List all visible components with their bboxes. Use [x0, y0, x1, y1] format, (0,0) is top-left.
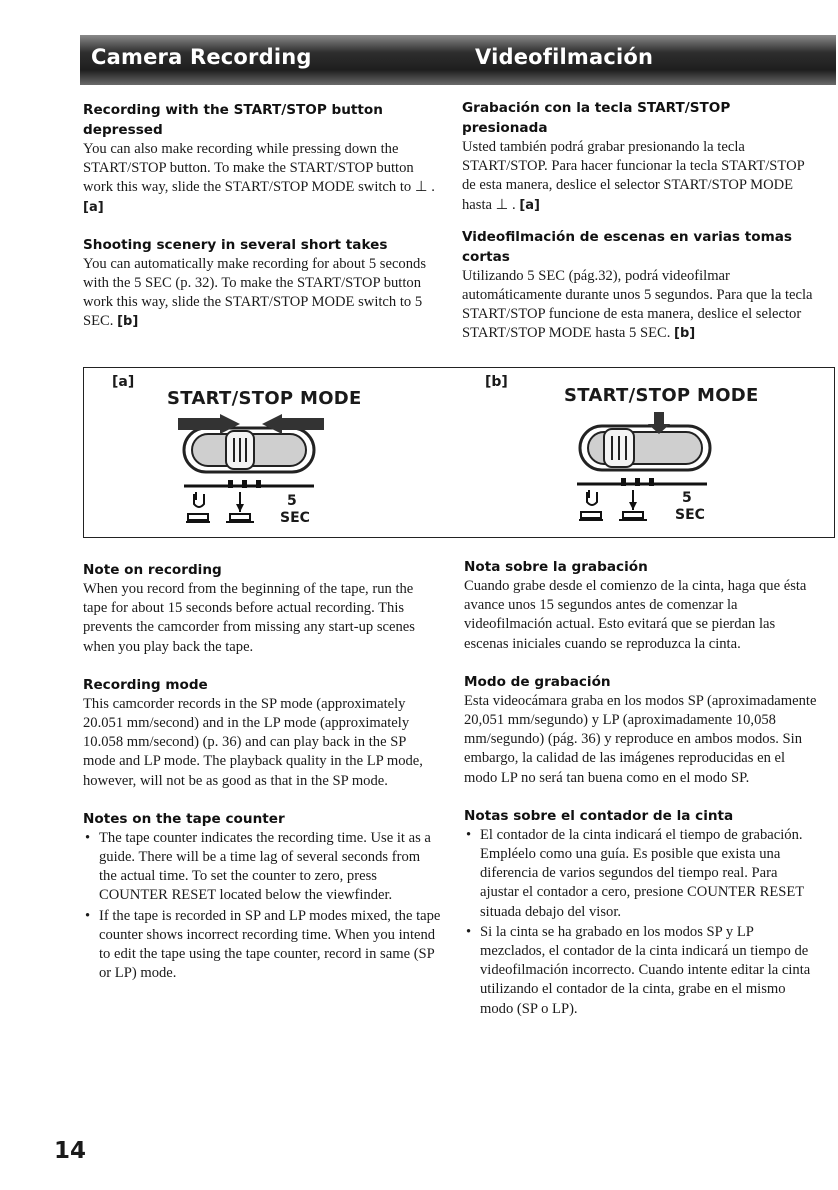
tape-counter-list [83, 829, 441, 984]
hand-mode-symbol: ⊥ [495, 196, 509, 213]
section-title-spanish: Videofilmación [475, 45, 654, 69]
section-start-stop [83, 100, 441, 217]
text-start-stop: You can also make recording while pressing down the START/STOP button. To make the START/STOP button work this way, slide the START/STOP MODE switch to ⊥ . [a] [83, 141, 435, 215]
section-short-takes-es [462, 227, 818, 344]
text-note-recording-es: Cuando grabe desde el comienzo de la cinta, haga que ésta avance unos 15 segundos antes de comenzar la videofilmación actual. Esto evitará que se pierdan las escenas iniciales cuando se reproduzca la cinta. [464, 578, 807, 652]
text-short-takes: You can automatically make recording for about 5 seconds with the 5 SEC (p. 32). To make the START/STOP button work this way, slide the START/STOP MODE switch to 5 SEC. [b] [83, 255, 426, 330]
heading-tape-counter-es: Notas sobre el contador de la cinta [464, 807, 734, 824]
section-note-recording [83, 560, 441, 657]
heading-start-stop: Recording with the START/STOP button depressed [83, 102, 383, 138]
ref-a: [a] [83, 199, 104, 215]
text-short-takes-es: Utilizando 5 SEC (pág.32), podrá videofilmar automáticamente durante unos 5 segundos. Para que la tecla START/STOP funcione de esta manera, deslice el selector START/STOP MODE hasta 5 SEC. [b] [462, 267, 813, 342]
right-column-bottom [464, 557, 818, 1037]
left-column-bottom [83, 560, 441, 1001]
figure-box [83, 367, 835, 538]
five-label-a: 5 [287, 493, 297, 509]
heading-short-takes-es: Videofilmación de escenas en varias tomas cortas [462, 228, 793, 265]
section-note-recording-es [464, 557, 818, 654]
figure-label-a: [a] [112, 374, 135, 390]
figure-label-b: [b] [485, 374, 508, 390]
five-label-b: 5 [682, 490, 692, 506]
section-recording-mode-es [464, 672, 818, 788]
text-recording-mode: This camcorder records in the SP mode (approximately 20.051 mm/second) and in the LP mode (approximately 10.058 mm/second) (p. 36) and can play back in the SP mode and LP mode. The playback quality in the LP mode, however, will not be as good as that in the SP mode. [83, 695, 423, 789]
heading-note-recording: Note on recording [83, 562, 222, 578]
hand-mode-symbol: ⊥ [414, 179, 428, 196]
section-title-english: Camera Recording [91, 45, 312, 69]
page-number: 14 [54, 1138, 87, 1164]
left-column-top [83, 100, 441, 350]
section-tape-counter-es [464, 806, 818, 1019]
right-column-top [462, 98, 818, 362]
sec-label-b: SEC [675, 507, 705, 523]
heading-recording-mode-es: Modo de grabación [464, 673, 611, 690]
list-item: • The tape counter indicates the recording time. Use it as a guide. There will be a time lag of several seconds from the actual time. To set the counter to zero, press COUNTER RESET located below the viewfinder. [83, 829, 441, 906]
section-tape-counter [83, 809, 441, 984]
section-start-stop-es [462, 98, 818, 215]
figure-title-a: START/STOP MODE [167, 388, 362, 409]
heading-recording-mode: Recording mode [83, 676, 208, 693]
figure-title-b: START/STOP MODE [564, 385, 759, 406]
list-item: • If the tape is recorded in SP and LP modes mixed, the tape counter shows incorrect recording time. When you intend to edit the tape using the tape counter, record in same (SP or LP) mode. [83, 907, 441, 984]
section-short-takes [83, 235, 441, 332]
text-start-stop-es: Usted también podrá grabar presionando la tecla START/STOP. Para hacer funcionar la tecla START/STOP de esta manera, deslice el selector START/STOP MODE hasta ⊥ . [a] [462, 139, 805, 213]
text-recording-mode-es: Esta videocámara graba en los modos SP (aproximadamente 20,051 mm/segundo) y LP (aproximadamente 10,058 mm/segundo) (pág. 36) y reproduce en ambos modos. Sin embargo, la calidad de las imágenes reproducidas en el modo LP no será tan buena como en el modo SP. [464, 692, 817, 786]
sec-label-a: SEC [280, 510, 310, 526]
text-note-recording: When you record from the beginning of the tape, run the tape for about 15 seconds before actual recording. This prevents the camcorder from missing any start-up scenes when you play back the tape. [83, 581, 415, 655]
header-banner [80, 35, 836, 85]
section-recording-mode [83, 675, 441, 791]
list-item: • El contador de la cinta indicará el tiempo de grabación. Empléelo como una guía. Es posible que exista una diferencia de varios segundos del tiempo real. Para ajustar el contador a cero, presione COUNTER RESET situada debajo del visor. [464, 826, 818, 922]
switch-diagram-a [174, 414, 334, 486]
ref-a-es: [a] [519, 197, 540, 213]
tape-counter-list-es [464, 826, 818, 1019]
heading-tape-counter: Notes on the tape counter [83, 810, 285, 827]
heading-short-takes: Shooting scenery in several short takes [83, 236, 388, 253]
ref-b-es: [b] [674, 326, 696, 342]
switch-diagram-b [574, 412, 724, 482]
list-item: • Si la cinta se ha grabado en los modos SP y LP mezclados, el contador de la cinta indicará un tiempo de videofilmación incorrecto. Cuando intente editar la cinta utilizando el contador de la cinta, grabe en el mismo modo (SP o LP). [464, 923, 818, 1019]
heading-note-recording-es: Nota sobre la grabación [464, 559, 648, 575]
heading-start-stop-es: Grabación con la tecla START/STOP presionada [462, 100, 731, 136]
ref-b: [b] [117, 314, 139, 330]
